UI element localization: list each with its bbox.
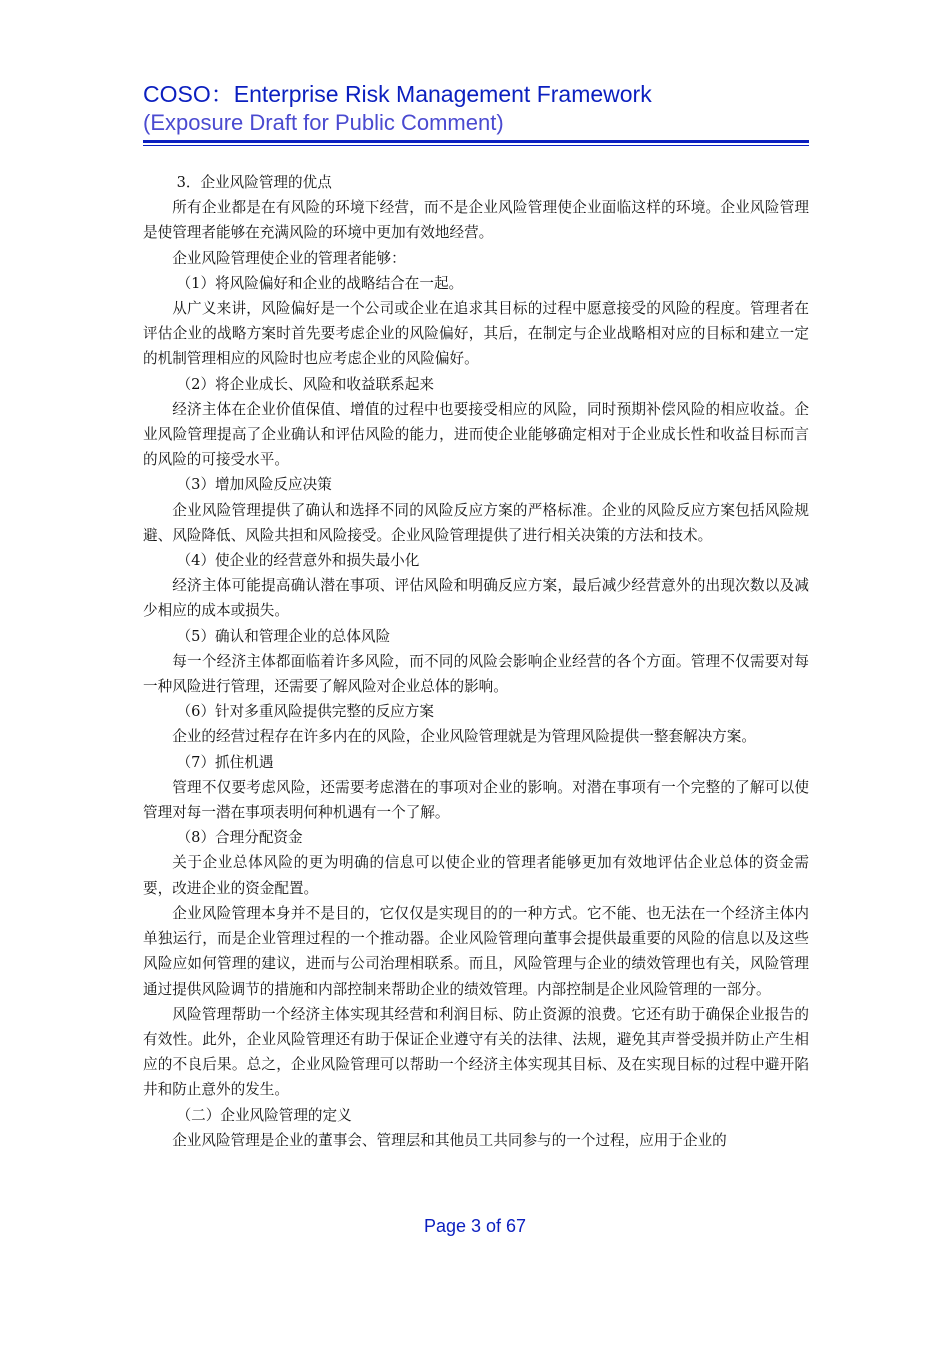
document-header [143,80,809,137]
body-paragraph: 从广义来讲，风险偏好是一个公司或企业在追求其目标的过程中愿意接受的风险的程度。管理者在评估企业的战略方案时首先要考虑企业的风险偏好，其后，在制定与企业战略相对应的目标和建立一定的机制管理相应的风险时也应考虑企业的风险偏好。 [143,300,809,368]
body-paragraph: 企业风险管理提供了确认和选择不同的风险反应方案的严格标准。企业的风险反应方案包括风险规避、风险降低、风险共担和风险接受。企业风险管理提供了进行相关决策的方法和技术。 [143,501,809,544]
body-paragraph: 企业风险管理使企业的管理者能够： [172,249,406,267]
document-title: COSO：Enterprise Risk Management Framework [143,81,652,107]
body-paragraph: 关于企业总体风险的更为明确的信息可以使企业的管理者能够更加有效地评估企业总体的资金需要，改进企业的资金配置。 [143,854,809,897]
body-paragraph: 企业的经营过程存在许多内在的风险，企业风险管理就是为管理风险提供一整套解决方案。 [172,728,756,746]
body-paragraph: 经济主体在企业价值保值、增值的过程中也要接受相应的风险，同时预期补偿风险的相应收益。企业风险管理提高了企业确认和评估风险的能力，进而使企业能够确定相对于企业成长性和收益目标而言的风险的可接受水平。 [143,400,809,469]
section-heading: （3）增加风险反应决策 [176,476,332,494]
page-number: Page 3 of 67 [423,1216,527,1236]
document-subtitle: (Exposure Draft for Public Comment) [143,110,504,135]
document-body [143,170,809,1153]
section-heading: （二）企业风险管理的定义 [176,1106,352,1124]
section-heading: 3．企业风险管理的优点 [176,174,332,191]
body-paragraph: 管理不仅要考虑风险，还需要考虑潜在的事项对企业的影响。对潜在事项有一个完整的了解可以使管理对每一潜在事项表明何种机遇有一个了解。 [143,778,809,822]
header-rule-thick [143,140,809,143]
body-paragraph: 企业风险管理是企业的董事会、管理层和其他员工共同参与的一个过程，应用于企业的 [172,1131,727,1149]
body-paragraph: 企业风险管理本身并不是目的，它仅仅是实现目的的一种方式。它不能、也无法在一个经济主体内单独运行，而是企业管理过程的一个推动器。企业风险管理向董事会提供最重要的风险的信息以及这些风险应如何管理的建议，进而与公司治理相联系。而且，风险管理与企业的绩效管理也有关，风险管理通过提供风险调节的措施和内部控制来帮助企业的绩效管理。内部控制是企业风险管理的一部分。 [143,904,809,998]
body-paragraph: 每一个经济主体都面临着许多风险，而不同的风险会影响企业经营的各个方面。管理不仅需要对每一种风险进行管理，还需要了解风险对企业总体的影响。 [143,652,809,696]
header-rule-thin [143,145,809,146]
section-heading: （7）抓住机遇 [176,753,274,771]
body-paragraph: 所有企业都是在有风险的环境下经营，而不是企业风险管理使企业面临这样的环境。企业风险管理是使管理者能够在充满风险的环境中更加有效地经营。 [143,199,809,242]
section-heading: （5）确认和管理企业的总体风险 [176,627,391,645]
section-heading: （2）将企业成长、风险和收益联系起来 [176,375,434,393]
body-paragraph: 经济主体可能提高确认潜在事项、评估风险和明确反应方案，最后减少经营意外的出现次数以及减少相应的成本或损失。 [143,577,809,620]
section-heading: （4）使企业的经营意外和损失最小化 [176,552,420,570]
section-heading: （1）将风险偏好和企业的战略结合在一起。 [176,274,464,292]
section-heading: （6）针对多重风险提供完整的反应方案 [176,703,434,721]
body-paragraph: 风险管理帮助一个经济主体实现其经营和利润目标、防止资源的浪费。它还有助于确保企业报告的有效性。此外，企业风险管理还有助于保证企业遵守有关的法律、法规，避免其声誉受损并防止产生相应的不良后果。总之，企业风险管理可以帮助一个经济主体实现其目标、及在实现目标的过程中避开陷井和防止意外的发生。 [143,1005,809,1099]
section-heading: （8）合理分配资金 [176,829,303,847]
